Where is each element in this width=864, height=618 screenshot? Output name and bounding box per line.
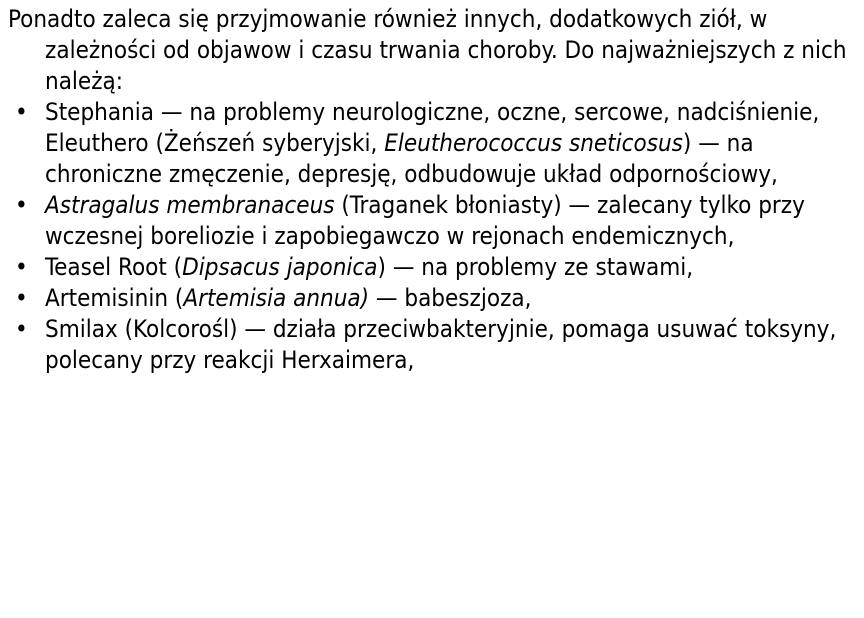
- italic-text: Eleutherococcus sneticosus: [384, 129, 683, 157]
- slide-content: [8, 4, 853, 376]
- item-text: Artemisinin (: [45, 284, 184, 312]
- item-text: (Traganek błoniasty) — zalecany tylko przy wczesnej boreliozie i zapobiegawczo w rejonach endemicznych,: [45, 191, 805, 250]
- list-item: [8, 314, 853, 376]
- italic-text: Artemisia annua): [183, 284, 370, 312]
- item-text: ) — na chroniczne zmęczenie, depresję, odbudowuje układ odpornościowy,: [45, 129, 778, 188]
- bullet-icon: •: [15, 284, 28, 312]
- bullet-icon: •: [15, 253, 28, 281]
- italic-text: Astragalus membranaceus: [45, 191, 335, 219]
- bullet-icon: •: [15, 98, 28, 126]
- list-item: [8, 97, 853, 190]
- bullet-icon: •: [15, 315, 28, 343]
- italic-text: Dipsacus japonica: [182, 253, 378, 281]
- list-item: [8, 190, 853, 252]
- item-text: — babeszjoza,: [369, 284, 532, 312]
- herb-list: [8, 97, 853, 376]
- item-text: ) — na problemy ze stawami,: [377, 253, 694, 281]
- bullet-icon: •: [15, 191, 28, 219]
- item-text: Teasel Root (: [45, 253, 183, 281]
- item-text: Stephania — na problemy neurologiczne, oczne, sercowe, nadciśnienie, Eleuthero (Żeńszeń syberyjski,: [45, 98, 820, 157]
- list-item: [8, 252, 853, 283]
- list-item: [8, 283, 853, 314]
- intro-paragraph: Ponadto zaleca się przyjmowanie również innych, dodatkowych ziół, w zależności od objawow i czasu trwania choroby. Do najważniejszych z nich należą:: [8, 5, 847, 95]
- item-text: Smilax (Kolcorośl) — działa przeciwbakteryjnie, pomaga usuwać toksyny, polecany przy reakcji Herxaimera,: [45, 315, 837, 374]
